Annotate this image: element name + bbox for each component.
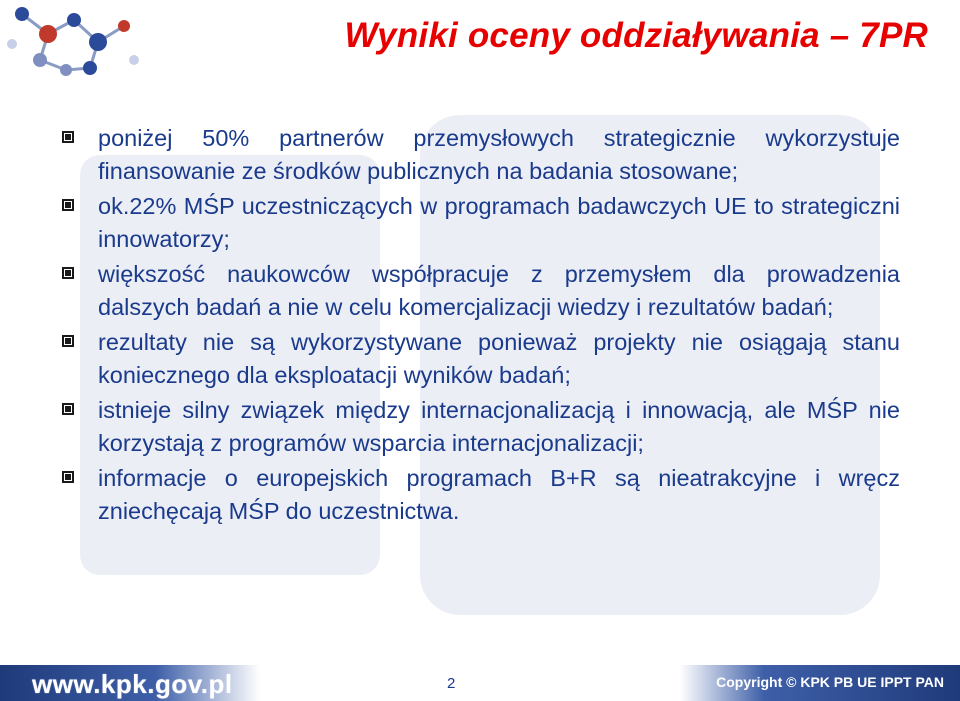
footer-url: www.kpk.gov.pl (32, 669, 233, 699)
molecule-logo-icon (0, 0, 148, 82)
bullet-item (58, 190, 900, 256)
bullet-text: ok.22% MŚP uczestniczących w programach badawczych UE to strategiczni innowatorzy; (98, 193, 900, 252)
bullet-text: rezultaty nie są wykorzystywane ponieważ projekty nie osiągają stanu koniecznego dla eksploatacji wyników badań; (98, 329, 900, 388)
footer-left-band (0, 665, 260, 701)
bullet-item (58, 394, 900, 460)
square-bullet-icon (62, 403, 74, 415)
footer-right-band (680, 665, 960, 701)
square-bullet-icon (62, 471, 74, 483)
bullet-text: informacje o europejskich programach B+R są nieatrakcyjne i wręcz zniechęcają MŚP do uczestnictwa. (98, 465, 900, 524)
bullet-item (58, 122, 900, 188)
bullet-item (58, 258, 900, 324)
footer-bar (0, 665, 960, 701)
bullet-text: większość naukowców współpracuje z przemysłem dla prowadzenia dalszych badań a nie w celu komercjalizacji wiedzy i rezultatów badań; (98, 261, 900, 320)
bullet-text: istnieje silny związek między internacjonalizacją i innowacją, ale MŚP nie korzystają z programów wsparcia internacjonalizacji; (98, 397, 900, 456)
square-bullet-icon (62, 131, 74, 143)
square-bullet-icon (62, 335, 74, 347)
slide-title: Wyniki oceny oddziaływania – 7PR (344, 16, 928, 55)
copyright-text: Copyright © KPK PB UE IPPT PAN (716, 674, 944, 690)
bullet-item (58, 326, 900, 392)
bullet-text: poniżej 50% partnerów przemysłowych strategicznie wykorzystuje finansowanie ze środków publicznych na badania stosowane; (98, 125, 900, 184)
square-bullet-icon (62, 199, 74, 211)
bullet-item (58, 462, 900, 528)
bullet-list (58, 122, 900, 530)
page-number: 2 (447, 675, 456, 692)
footer-middle-band (260, 665, 700, 701)
square-bullet-icon (62, 267, 74, 279)
